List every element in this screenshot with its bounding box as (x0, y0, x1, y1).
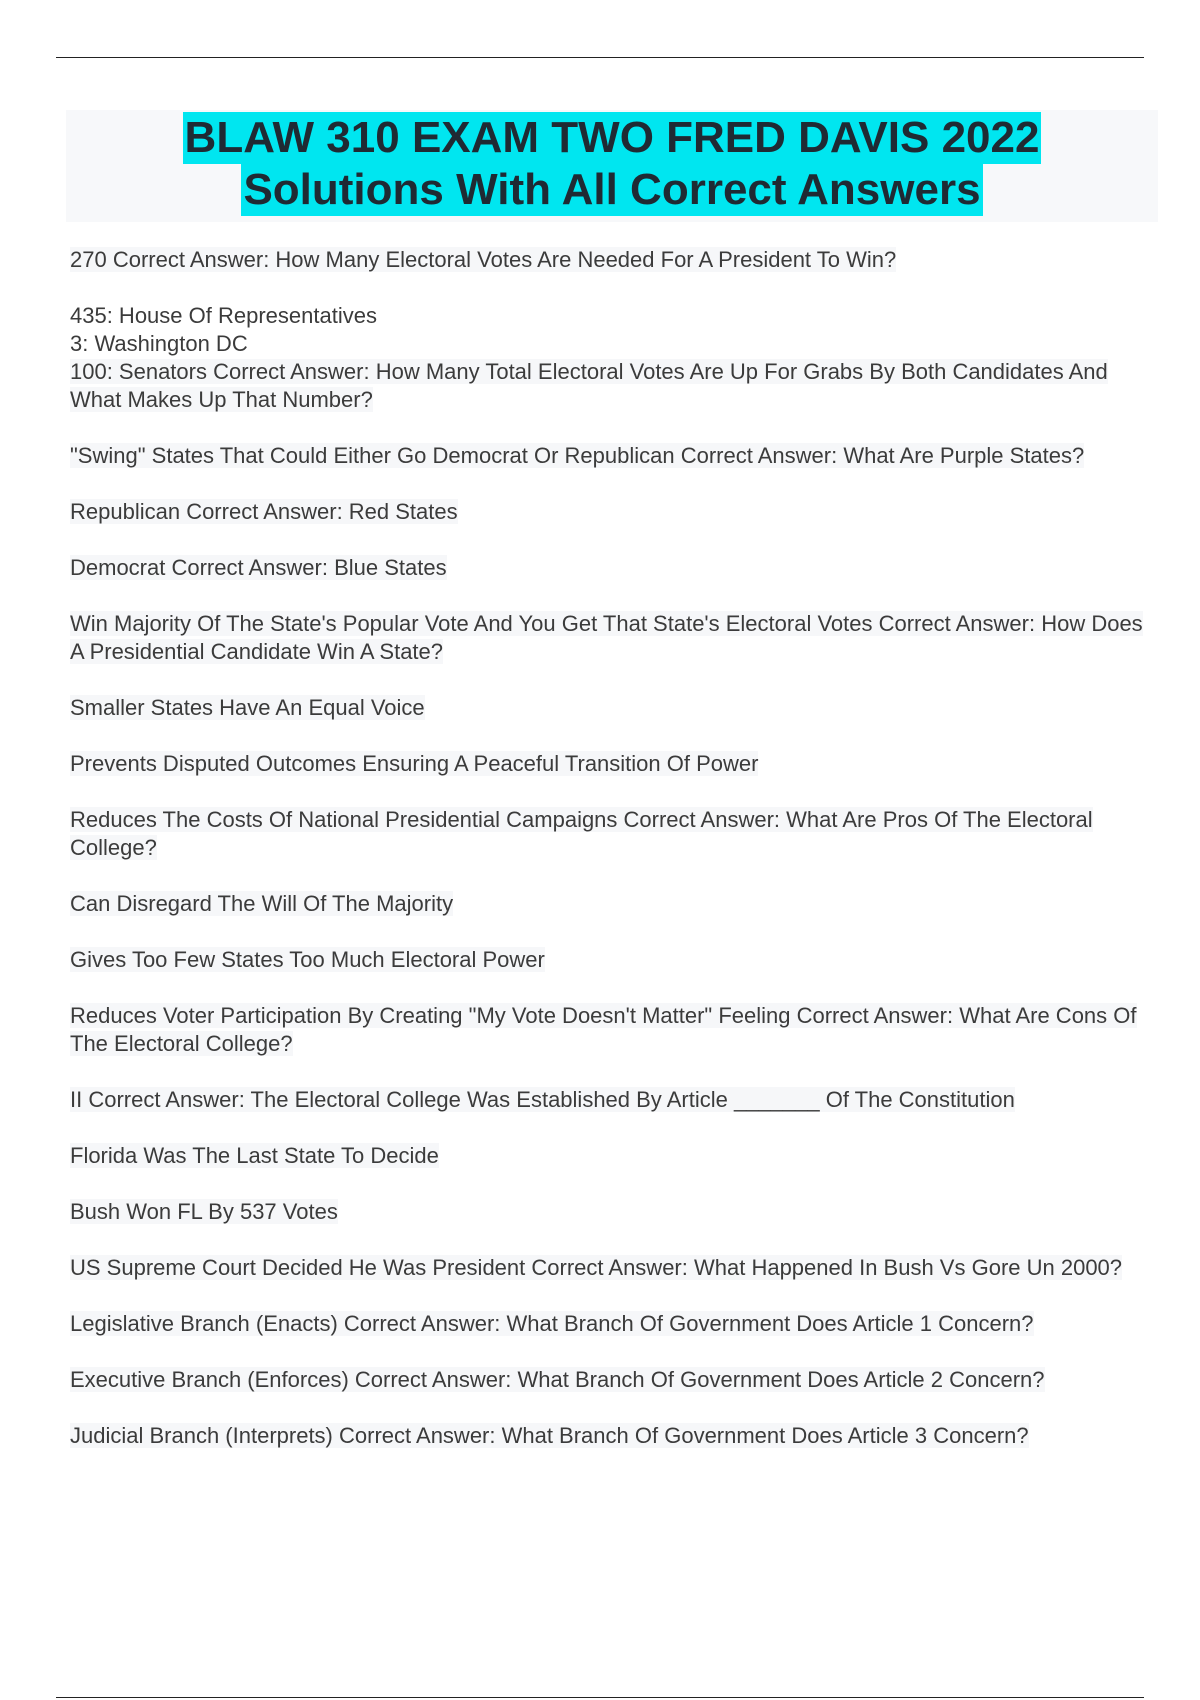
list-item (70, 694, 1160, 722)
list-item (70, 806, 1160, 862)
qa-text: Reduces Voter Participation By Creating "My Vote Doesn't Matter" Feeling Correct Answer: What Are Cons Of The Electoral College? (70, 1003, 1137, 1056)
list-item (70, 750, 1160, 778)
list-item (70, 1422, 1160, 1450)
list-item (70, 1086, 1160, 1114)
list-item (70, 890, 1160, 918)
qa-text: 3: Washington DC (70, 331, 248, 356)
qa-text: 100: Senators Correct Answer: How Many Total Electoral Votes Are Up For Grabs By Both Candidates And What Makes Up That Number? (70, 359, 1108, 412)
list-item (70, 498, 1160, 526)
qa-text: Smaller States Have An Equal Voice (70, 695, 425, 720)
qa-list (70, 246, 1160, 1478)
bottom-rule (56, 1697, 1144, 1698)
qa-text: Republican Correct Answer: Red States (70, 499, 458, 524)
list-item (70, 1366, 1160, 1394)
qa-text: Can Disregard The Will Of The Majority (70, 891, 454, 916)
list-item (70, 246, 1160, 274)
qa-text: 435: House Of Representatives (70, 303, 377, 328)
list-item (70, 442, 1160, 470)
qa-text: Gives Too Few States Too Much Electoral Power (70, 947, 545, 972)
qa-text: Bush Won FL By 537 Votes (70, 1199, 338, 1224)
qa-text: Win Majority Of The State's Popular Vote And You Get That State's Electoral Votes Correct Answer: How Does A Presidential Candidate Win A State? (70, 611, 1143, 664)
list-item-electoral-breakdown (70, 302, 1160, 414)
list-item (70, 610, 1160, 666)
title-line-2: Solutions With All Correct Answers (243, 165, 981, 214)
qa-text: US Supreme Court Decided He Was President Correct Answer: What Happened In Bush Vs Gore Un 2000? (70, 1255, 1123, 1280)
qa-text: II Correct Answer: The Electoral College Was Established By Article _______ Of The Constitution (70, 1087, 1015, 1112)
qa-text: "Swing" States That Could Either Go Democrat Or Republican Correct Answer: What Are Purple States? (70, 443, 1085, 468)
qa-text: Democrat Correct Answer: Blue States (70, 555, 447, 580)
top-rule (56, 57, 1144, 58)
qa-text: Prevents Disputed Outcomes Ensuring A Peaceful Transition Of Power (70, 751, 759, 776)
list-item (70, 1142, 1160, 1170)
qa-text: Legislative Branch (Enacts) Correct Answer: What Branch Of Government Does Article 1 Concern? (70, 1311, 1034, 1336)
list-item (70, 1310, 1160, 1338)
qa-text: Florida Was The Last State To Decide (70, 1143, 439, 1168)
list-item (70, 554, 1160, 582)
qa-text: Executive Branch (Enforces) Correct Answer: What Branch Of Government Does Article 2 Concern? (70, 1367, 1045, 1392)
qa-text: Reduces The Costs Of National Presidential Campaigns Correct Answer: What Are Pros Of The Electoral College? (70, 807, 1093, 860)
document-title (66, 110, 1158, 222)
qa-text: Judicial Branch (Interprets) Correct Answer: What Branch Of Government Does Article 3 Concern? (70, 1423, 1029, 1448)
list-item (70, 1254, 1160, 1282)
list-item (70, 1002, 1160, 1058)
qa-text: 270 Correct Answer: How Many Electoral Votes Are Needed For A President To Win? (70, 247, 897, 272)
title-line-1: BLAW 310 EXAM TWO FRED DAVIS 2022 (184, 113, 1040, 162)
list-item (70, 946, 1160, 974)
list-item (70, 1198, 1160, 1226)
